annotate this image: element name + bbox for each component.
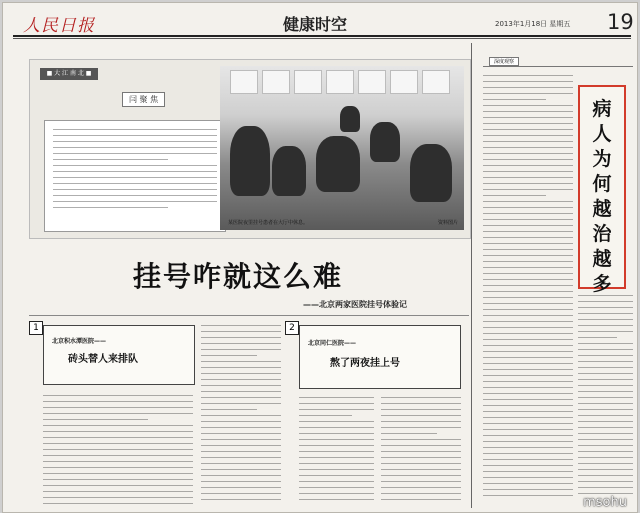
story-2-kicker: 北京同仁医院——	[308, 340, 357, 347]
page-number: 19	[607, 10, 634, 34]
issue-date: 2013年1月18日 星期五	[495, 20, 571, 28]
photo-caption: 某医院夜里挂号患者在大厅中休息。	[228, 220, 309, 226]
feature-text	[44, 120, 226, 232]
waiting-hall-photo	[220, 66, 464, 230]
sidebar-body-left	[483, 75, 573, 505]
feature-text-lines	[53, 129, 217, 225]
story-1-title: 砖头替人来排队	[68, 354, 138, 365]
story-2-number: 2	[285, 321, 299, 335]
feature-author: 闫 聚 焦	[122, 92, 165, 107]
column-divider	[471, 43, 472, 508]
story-1-body	[43, 395, 193, 507]
story-1-headline-box	[43, 325, 195, 385]
sidebar-body-right	[578, 295, 633, 505]
story-2-headline-box	[299, 325, 461, 389]
story-2-body	[299, 397, 374, 507]
header-rule	[13, 38, 631, 39]
sidebar-header	[483, 58, 633, 67]
story-1-number: 1	[29, 321, 43, 335]
story-1-body-2	[201, 325, 281, 507]
sidebar-vertical-headline-box	[578, 85, 626, 295]
newspaper-logo: 人民日报	[23, 16, 95, 36]
sub-headline: ——北京两家医院挂号体验记	[303, 300, 407, 309]
story-1-kicker: 北京积水潭医院——	[52, 338, 107, 345]
sidebar-vertical-headline: 病人为何越治越多	[592, 98, 612, 295]
story-2-body-2	[381, 397, 461, 507]
photo-credit: 资料图片	[437, 220, 458, 226]
section-rule	[29, 315, 469, 316]
main-headline: 挂号咋就这么难	[133, 260, 344, 293]
story-2-title: 熬了两夜挂上号	[330, 358, 400, 369]
feature-tag: ■ 大 江 南 北 ■	[40, 68, 98, 80]
source-watermark: msohu	[583, 495, 627, 510]
section-title: 健康时空	[283, 15, 348, 34]
feature-box	[29, 59, 471, 239]
sidebar-column-tag: 深度观察	[489, 57, 519, 66]
masthead	[13, 9, 634, 37]
newspaper-page	[2, 2, 638, 513]
